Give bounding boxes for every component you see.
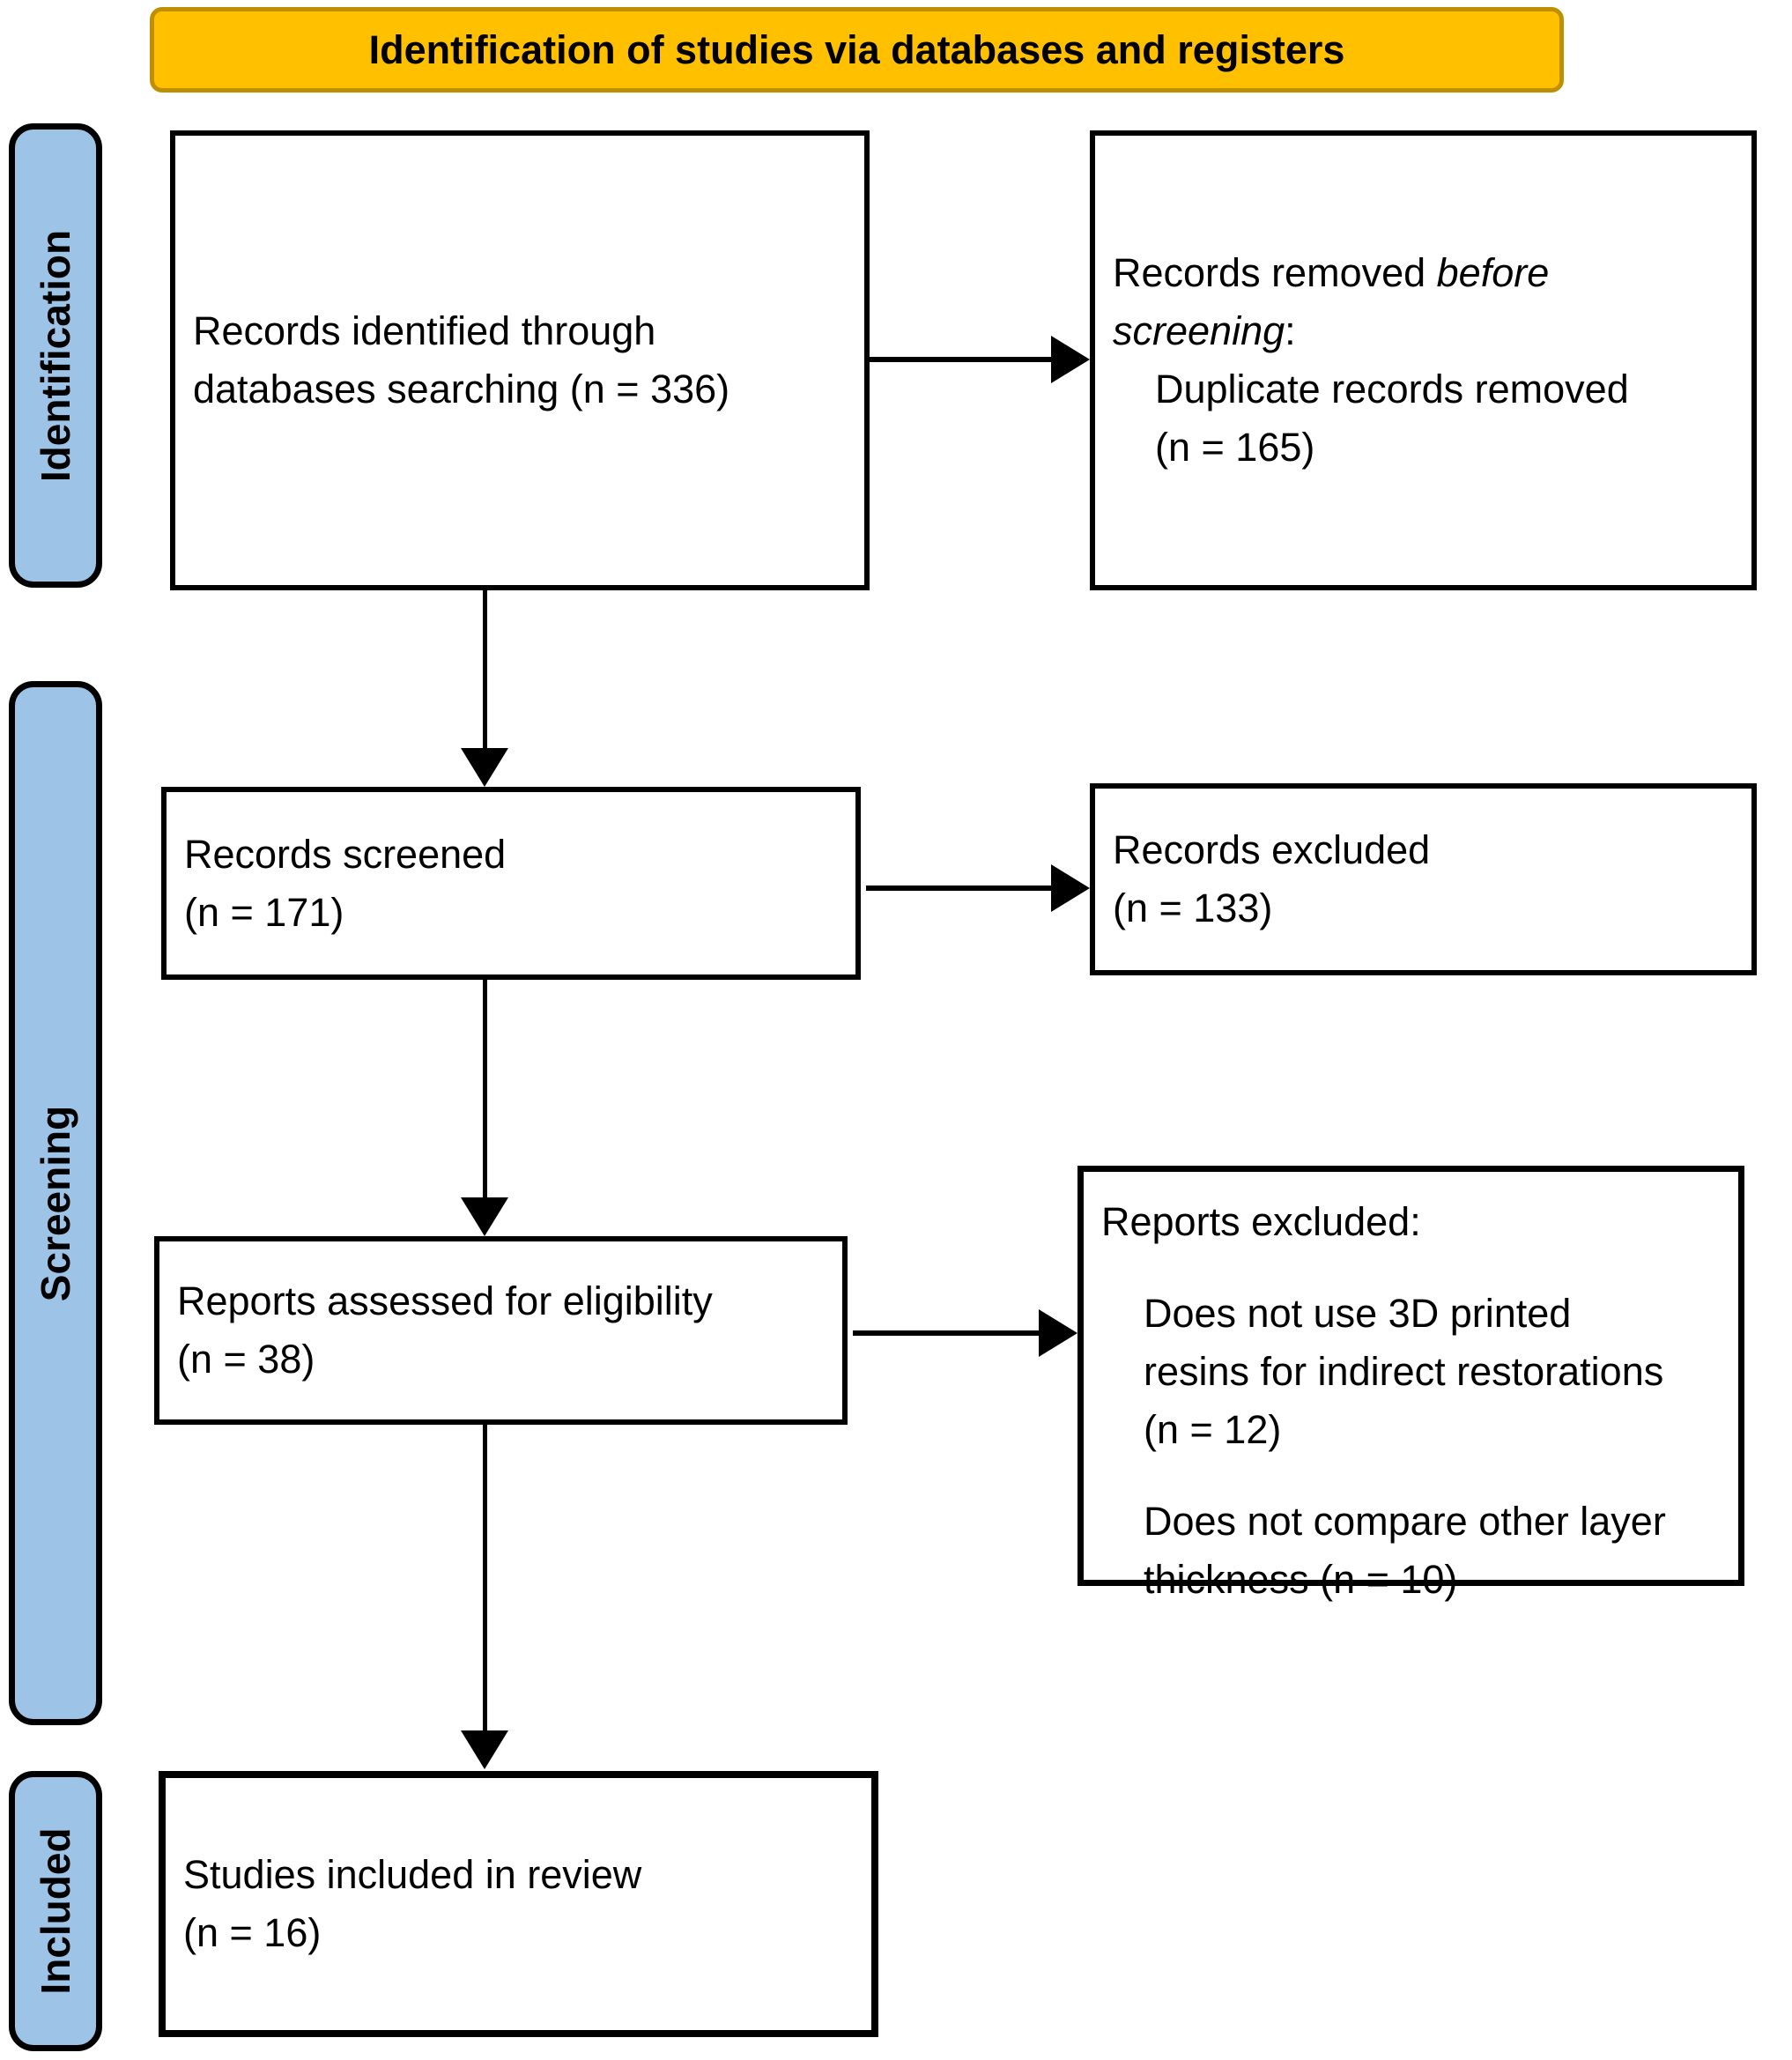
box-records-screened [161,787,861,980]
box-records-removed-header: Records removed before screening: [1113,250,1550,353]
banner [150,7,1564,93]
box-reports-assessed [154,1236,848,1425]
arrow-identified-to-screened-head-icon [461,748,508,787]
box-reports-excluded-header: Reports excluded: [1101,1199,1421,1244]
banner-title: Identification of studies via databases and registers [368,26,1345,72]
box-reports-assessed-line1: Reports assessed for eligibility [177,1278,713,1323]
stage-label-screening: Screening [33,1105,78,1301]
box-records-identified-line1: Records identified through [193,308,656,353]
box-studies-included-line2: (n = 16) [183,1910,322,1955]
arrow-assessed-to-included-stem [483,1425,487,1734]
box-records-removed-sub2: (n = 165) [1155,425,1315,470]
arrow-screened-to-assessed-head-icon [461,1197,508,1236]
arrow-screened-to-assessed-stem [483,980,487,1201]
box-records-removed-sub1: Duplicate records removed [1155,367,1629,411]
box-records-excluded-line1: Records excluded [1113,827,1431,872]
arrow-assessed-to-included-head-icon [461,1730,508,1769]
box-records-identified-line2: databases searching (n = 336) [193,367,730,411]
box-reports-excluded [1077,1166,1744,1602]
stage-label-identification: Identification [33,229,78,482]
arrow-identified-to-removed-stem [870,357,1055,362]
arrow-screened-to-excluded-head-icon [1051,864,1090,912]
stage-bar-included [9,1771,102,2051]
box-records-screened-line2: (n = 171) [184,889,344,935]
box-reports-excluded-item2: Does not compare other layer thickness (n = 10) [1144,1499,1666,1602]
arrow-identified-to-screened-stem [483,590,487,753]
box-reports-assessed-line2: (n = 38) [177,1337,315,1382]
stage-label-included: Included [33,1827,78,1995]
arrow-assessed-to-reports-excluded-stem [853,1330,1042,1336]
box-reports-excluded-item1: Does not use 3D printed resins for indirect restorations (n = 12) [1144,1291,1664,1452]
box-records-excluded-line2: (n = 133) [1113,886,1273,930]
box-studies-included-line1: Studies included in review [183,1852,642,1897]
arrow-identified-to-removed-head-icon [1051,336,1090,383]
stage-bar-identification [9,123,102,588]
box-records-screened-line1: Records screened [184,831,507,877]
box-records-removed [1090,130,1757,590]
box-records-identified [170,130,870,590]
box-records-excluded [1090,783,1757,975]
arrow-assessed-to-reports-excluded-head-icon [1039,1309,1077,1357]
arrow-screened-to-excluded-stem [866,886,1055,891]
stage-bar-screening [9,681,102,1725]
box-studies-included [159,1771,878,2037]
